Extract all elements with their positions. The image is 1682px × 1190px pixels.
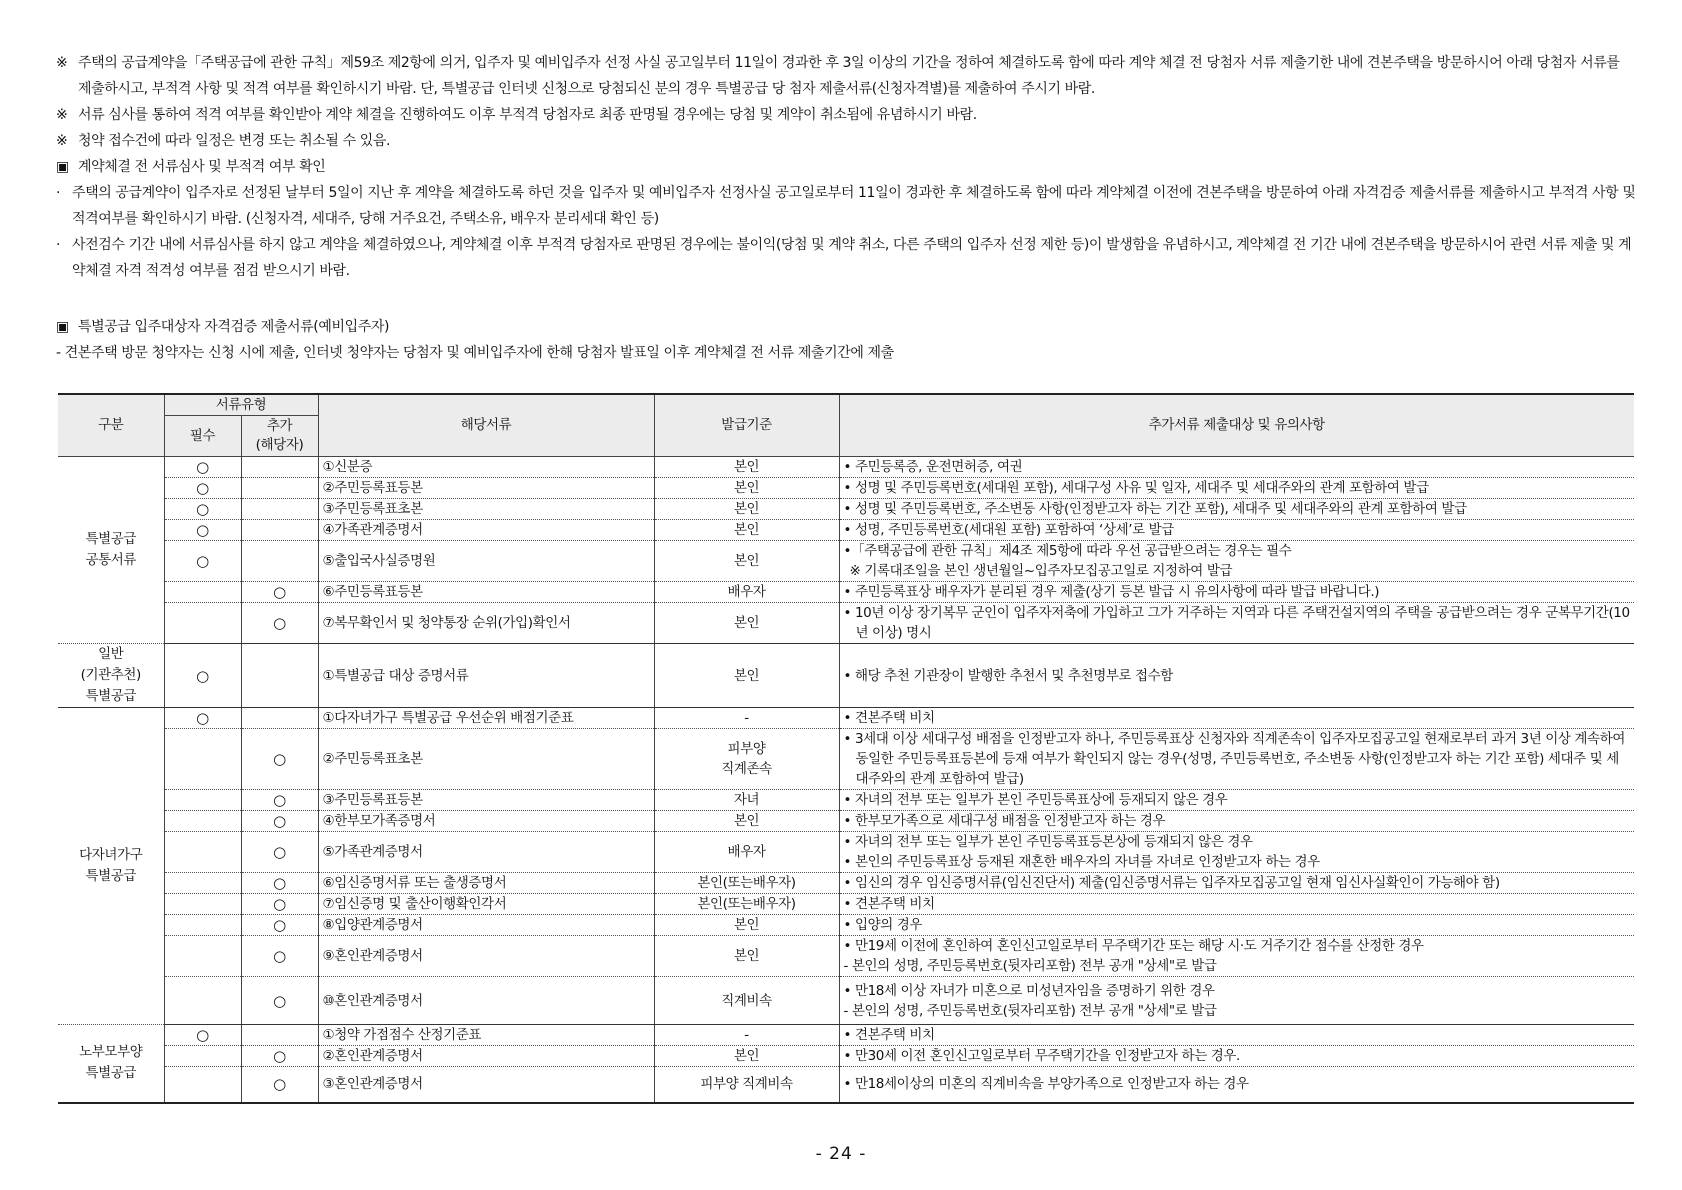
issue-basis: 본인: [654, 603, 839, 644]
table-row: [58, 915, 1634, 936]
required-mark: [164, 873, 241, 894]
notes-cell: [839, 708, 1634, 729]
notes-cell: [839, 977, 1634, 1025]
document-name: ⑨혼인관계증명서: [318, 936, 654, 977]
notes-cell: [839, 478, 1634, 499]
required-mark: ○: [164, 520, 241, 541]
square-bullet-icon: ▣: [56, 319, 69, 335]
category-cell: [58, 708, 164, 1025]
note-line: - 본인의 성명, 주민등록번호(뒷자리포함) 전부 공개 "상세"로 발급: [843, 1002, 1217, 1019]
document-name: ②주민등록표초본: [318, 729, 654, 790]
required-mark: ○: [164, 499, 241, 520]
document-name: ⑦복무확인서 및 청약통장 순위(가입)확인서: [318, 603, 654, 644]
notes-cell: [839, 729, 1634, 790]
issue-basis: 배우자: [654, 582, 839, 603]
issue-basis: 본인(또는배우자): [654, 873, 839, 894]
additional-mark: [241, 457, 318, 478]
issue-basis: 본인: [654, 499, 839, 520]
additional-mark: ○: [241, 873, 318, 894]
document-name: ⑦임신증명 및 출산이행확인각서: [318, 894, 654, 915]
header-doc-type: 서류유형: [164, 394, 318, 416]
document-name: ①신분증: [318, 457, 654, 478]
issue-basis: 본인: [654, 457, 839, 478]
additional-mark: ○: [241, 582, 318, 603]
table-row: [58, 582, 1634, 603]
note-line: • 성명 및 주민등록번호, 주소변동 사항(인정받고자 하는 기간 포함), 세대주 및 세대주와의 관계 포함하여 발급: [843, 501, 1467, 517]
header-issue-basis: 발급기준: [654, 394, 839, 457]
notice-text: 청약 접수건에 따라 일정은 변경 또는 취소될 수 있음.: [78, 133, 391, 149]
note-line: - 본인의 성명, 주민등록번호(뒷자리포함) 전부 공개 "상세"로 발급: [843, 958, 1217, 974]
additional-mark: [241, 499, 318, 520]
notes-cell: [839, 1025, 1634, 1046]
header-category: 구분: [58, 394, 164, 457]
table-row: [58, 873, 1634, 894]
header-additional: [241, 416, 318, 457]
bullet-text: 사전검수 기간 내에 서류심사를 하지 않고 계약을 체결하였으나, 계약체결 이후 부적격 당첨자로 판명된 경우에는 불이익(당첨 및 계약 취소, 다른 주택의 입주자 선정 제한 등)이 발생함을 유념하시고, 계약체결 전 기간 내에 견본주택을 방문하시어 관련 서류 제출 및 계약체결 자격 적격성 여부를 점검 받으시기 바람.: [72, 237, 1632, 279]
document-name: ①다자녀가구 특별공급 우선순위 배점기준표: [318, 708, 654, 729]
category-label: 노부모부양 특별공급: [79, 1044, 143, 1082]
notice-2: [56, 102, 1636, 128]
required-mark: ○: [164, 708, 241, 729]
additional-mark: [241, 541, 318, 582]
required-mark: [164, 1046, 241, 1067]
required-mark: ○: [164, 541, 241, 582]
issue-basis: 피부양 직계존속: [654, 729, 839, 790]
required-mark: ○: [164, 1025, 241, 1046]
reference-mark: ※: [56, 55, 68, 71]
notice-3: [56, 128, 1636, 154]
note-line: • 성명 및 주민등록번호(세대원 포함), 세대구성 사유 및 일자, 세대주 및 세대주와의 관계 포함하여 발급: [843, 480, 1429, 496]
note-line: • 주민등록증, 운전면허증, 여권: [843, 459, 1023, 475]
square-bullet-icon: ▣: [56, 159, 69, 175]
note-line: • 자녀의 전부 또는 일부가 본인 주민등록표상에 등재되지 않은 경우: [843, 792, 1228, 808]
document-name: ⑥주민등록표등본: [318, 582, 654, 603]
bullet-text: 주택의 공급계약이 입주자로 선정된 날부터 5일이 지난 후 계약을 체결하도록 하던 것을 입주자 및 예비입주자 선정사실 공고일로부터 11일이 경과한 후 체결하도록 함에 따라 계약체결 이전에 견본주택을 방문하여 아래 자격검증 제출서류를 제출하시고 부적격 사항 및 적격여부를 확인하시기 바람. (신청자격, 세대주, 당해 거주요건, 주택소유, 배우자 분리세대 확인 등): [72, 185, 1636, 227]
documents-table-body: [58, 457, 1634, 1103]
category-cell: [58, 1025, 164, 1103]
reference-mark: ※: [56, 107, 68, 123]
table-row: [58, 520, 1634, 541]
section-heading-documents: [56, 314, 1636, 340]
issue-basis: 본인(또는배우자): [654, 894, 839, 915]
issue-basis: 본인: [654, 644, 839, 708]
notes-cell: [839, 1046, 1634, 1067]
additional-mark: ○: [241, 729, 318, 790]
document-name: ②혼인관계증명서: [318, 1046, 654, 1067]
section-title: 특별공급 입주대상자 자격검증 제출서류(예비입주자): [78, 319, 390, 335]
dot-bullet-icon: ·: [56, 185, 61, 201]
note-line: • 견본주택 비치: [843, 896, 935, 912]
document-name: ⑤가족관계증명서: [318, 832, 654, 873]
additional-mark: [241, 1025, 318, 1046]
required-mark: ○: [164, 644, 241, 708]
issue-basis: 본인: [654, 520, 839, 541]
note-line: • 한부모가족으로 세대구성 배점을 인정받고자 하는 경우: [843, 813, 1166, 829]
table-row: [58, 478, 1634, 499]
header-document: 해당서류: [318, 394, 654, 457]
table-row: [58, 790, 1634, 811]
required-mark: [164, 790, 241, 811]
notes-cell: [839, 582, 1634, 603]
notes-cell: [839, 499, 1634, 520]
table-row: [58, 644, 1634, 708]
notes-cell: [839, 457, 1634, 478]
category-label: 일반 (기관추천) 특별공급: [80, 646, 141, 704]
table-row: [58, 936, 1634, 977]
table-row: [58, 832, 1634, 873]
additional-mark: ○: [241, 915, 318, 936]
additional-mark: [241, 520, 318, 541]
required-mark: [164, 915, 241, 936]
note-line: • 본인의 주민등록표상 등재된 재혼한 배우자의 자녀를 자녀로 인정받고자 하는 경우: [843, 854, 1320, 870]
header-notes: 추가서류 제출대상 및 유의사항: [839, 394, 1634, 457]
notes-cell: [839, 541, 1634, 582]
documents-table: [58, 393, 1634, 1104]
notes-cell: [839, 603, 1634, 644]
note-line: • 주민등록표상 배우자가 분리된 경우 제출(상기 등본 발급 시 유의사항에 따라 발급 바랍니다.): [843, 584, 1380, 600]
notice-section: [56, 50, 1636, 366]
note-line: • 3세대 이상 세대구성 배점을 인정받고자 하나, 주민등록표상 신청자와 직계존속이 입주자모집공고일 현재로부터 과거 3년 이상 계속하여 동일한 주민등록표등본에 등재 여부가 확인되지 않는 경우(성명, 주민등록번호, 주소변동 사항(인정받고자 하는 기간 포함) 세대주 및 세대주와의 관계 포함하여 발급): [843, 731, 1625, 787]
issue-basis: 직계비속: [654, 977, 839, 1025]
note-line: • 견본주택 비치: [843, 1027, 935, 1043]
notes-cell: [839, 520, 1634, 541]
additional-mark: [241, 708, 318, 729]
header-required: 필수: [164, 416, 241, 457]
document-name: ②주민등록표등본: [318, 478, 654, 499]
issue-basis: 자녀: [654, 790, 839, 811]
notice-1: [56, 50, 1636, 102]
category-label: 다자녀가구 특별공급: [79, 847, 143, 884]
required-mark: [164, 582, 241, 603]
additional-mark: [241, 644, 318, 708]
required-mark: ○: [164, 457, 241, 478]
required-mark: [164, 936, 241, 977]
table-row: [58, 708, 1634, 729]
table-row: [58, 541, 1634, 582]
note-line: • 임신의 경우 임신증명서류(임신진단서) 제출(임신증명서류는 입주자모집공고일 현재 임신사실확인이 가능해야 함): [843, 875, 1500, 891]
table-row: [58, 729, 1634, 790]
notes-cell: [839, 790, 1634, 811]
issue-basis: -: [654, 708, 839, 729]
table-row: [58, 499, 1634, 520]
document-name: ④한부모가족증명서: [318, 811, 654, 832]
table-row: [58, 603, 1634, 644]
section-heading-text: 계약체결 전 서류심사 및 부적격 여부 확인: [78, 159, 326, 175]
issue-basis: 배우자: [654, 832, 839, 873]
note-line: •「주택공급에 관한 규칙」제4조 제5항에 따라 우선 공급받으려는 경우는 필수: [843, 543, 1292, 559]
note-line: • 만18세 이상 자녀가 미혼으로 미성년자임을 증명하기 위한 경우: [843, 982, 1215, 999]
page-number: - 24 -: [815, 1144, 867, 1164]
notice-text: 주택의 공급계약을「주택공급에 관한 규칙」제59조 제2항에 의거, 입주자 및 예비입주자 선정 사실 공고일부터 11일이 경과한 후 3일 이상의 기간을 정하여 체결하도록 함에 따라 계약 체결 전 당첨자 서류 제출기한 내에 견본주택을 방문하시어 아래 당첨자 서류를 제출하시고, 부적격 사항 및 적격 여부를 확인하시기 바람. 단, 특별공급 인터넷 신청으로 당첨되신 분의 경우 특별공급 당 첨자 제출서류(신청자격별)를 제출하여 주시기 바람.: [78, 55, 1620, 97]
notes-cell: [839, 936, 1634, 977]
issue-basis: 본인: [654, 936, 839, 977]
notes-cell: [839, 644, 1634, 708]
note-line: • 만18세이상의 미혼의 직계비속을 부양가족으로 인정받고자 하는 경우: [843, 1076, 1249, 1093]
issue-basis: 피부양 직계비속: [654, 1067, 839, 1103]
issue-basis: 본인: [654, 478, 839, 499]
header-additional-sub: (해당자): [255, 437, 304, 453]
header-additional-label: 추가: [266, 418, 293, 434]
section-heading-screening: [56, 154, 1636, 180]
notes-cell: [839, 811, 1634, 832]
note-line: • 자녀의 전부 또는 일부가 본인 주민등록표등본상에 등재되지 않은 경우: [843, 834, 1253, 850]
required-mark: [164, 894, 241, 915]
document-name: ⑩혼인관계증명서: [318, 977, 654, 1025]
notes-cell: [839, 1067, 1634, 1103]
reference-mark: ※: [56, 133, 68, 149]
notes-cell: [839, 873, 1634, 894]
document-name: ⑥임신증명서류 또는 출생증명서: [318, 873, 654, 894]
table-row: [58, 1067, 1634, 1103]
note-line: • 성명, 주민등록번호(세대원 포함) 포함하여 ‘상세’로 발급: [843, 522, 1174, 538]
additional-mark: [241, 478, 318, 499]
issue-basis: 본인: [654, 811, 839, 832]
notice-text: 서류 심사를 통하여 적격 여부를 확인받아 계약 체결을 진행하여도 이후 부적격 당첨자로 최종 판명될 경우에는 당첨 및 계약이 취소됨에 유념하시기 바람.: [78, 107, 977, 123]
additional-mark: ○: [241, 790, 318, 811]
note-line: • 해당 추천 기관장이 발행한 추천서 및 추천명부로 접수함: [843, 667, 1173, 684]
additional-mark: ○: [241, 811, 318, 832]
section-subnote: - 견본주택 방문 청약자는 신청 시에 제출, 인터넷 청약자는 당첨자 및 예비입주자에 한해 당첨자 발표일 이후 계약체결 전 서류 제출기간에 제출: [56, 345, 894, 361]
additional-mark: ○: [241, 1046, 318, 1067]
note-line: • 만19세 이전에 혼인하여 혼인신고일로부터 무주택기간 또는 해당 시·도 거주기간 점수를 산정한 경우: [843, 938, 1424, 954]
table-row: [58, 1025, 1634, 1046]
additional-mark: ○: [241, 603, 318, 644]
note-line: • 만30세 이전 혼인신고일로부터 무주택기간을 인정받고자 하는 경우.: [843, 1048, 1240, 1064]
category-cell: [58, 644, 164, 708]
document-name: ⑧입양관계증명서: [318, 915, 654, 936]
additional-mark: ○: [241, 894, 318, 915]
additional-mark: ○: [241, 832, 318, 873]
document-name: ③혼인관계증명서: [318, 1067, 654, 1103]
note-line: • 입양의 경우: [843, 917, 923, 933]
issue-basis: 본인: [654, 915, 839, 936]
dot-bullet-icon: ·: [56, 237, 61, 253]
category-label: 특별공급 공통서류: [85, 531, 137, 568]
bullet-2: [56, 232, 1636, 284]
note-line: • 10년 이상 장기복무 군인이 입주자저축에 가입하고 그가 거주하는 지역과 다른 주택건설지역의 주택을 공급받으려는 경우 군복무기간(10년 이상) 명시: [843, 605, 1630, 641]
bullet-1: [56, 180, 1636, 232]
issue-basis: 본인: [654, 1046, 839, 1067]
additional-mark: ○: [241, 1067, 318, 1103]
required-mark: ○: [164, 478, 241, 499]
document-name: ①특별공급 대상 증명서류: [318, 644, 654, 708]
required-mark: [164, 977, 241, 1025]
notes-cell: [839, 915, 1634, 936]
document-name: ③주민등록표초본: [318, 499, 654, 520]
notes-cell: [839, 894, 1634, 915]
additional-mark: ○: [241, 936, 318, 977]
note-line: • 견본주택 비치: [843, 710, 935, 726]
required-mark: [164, 603, 241, 644]
table-row: [58, 977, 1634, 1025]
document-name: ⑤출입국사실증명원: [318, 541, 654, 582]
notes-cell: [839, 832, 1634, 873]
table-row: [58, 1046, 1634, 1067]
required-mark: [164, 811, 241, 832]
table-row: [58, 457, 1634, 478]
document-name: ①청약 가점점수 산정기준표: [318, 1025, 654, 1046]
required-mark: [164, 1067, 241, 1103]
required-mark: [164, 832, 241, 873]
document-name: ④가족관계증명서: [318, 520, 654, 541]
additional-mark: ○: [241, 977, 318, 1025]
table-row: [58, 811, 1634, 832]
issue-basis: -: [654, 1025, 839, 1046]
category-cell: [58, 457, 164, 644]
document-name: ③주민등록표등본: [318, 790, 654, 811]
required-mark: [164, 729, 241, 790]
table-row: [58, 894, 1634, 915]
note-line: ※ 기록대조일을 본인 생년월일~입주자모집공고일로 지정하여 발급: [849, 563, 1233, 579]
issue-basis: 본인: [654, 541, 839, 582]
